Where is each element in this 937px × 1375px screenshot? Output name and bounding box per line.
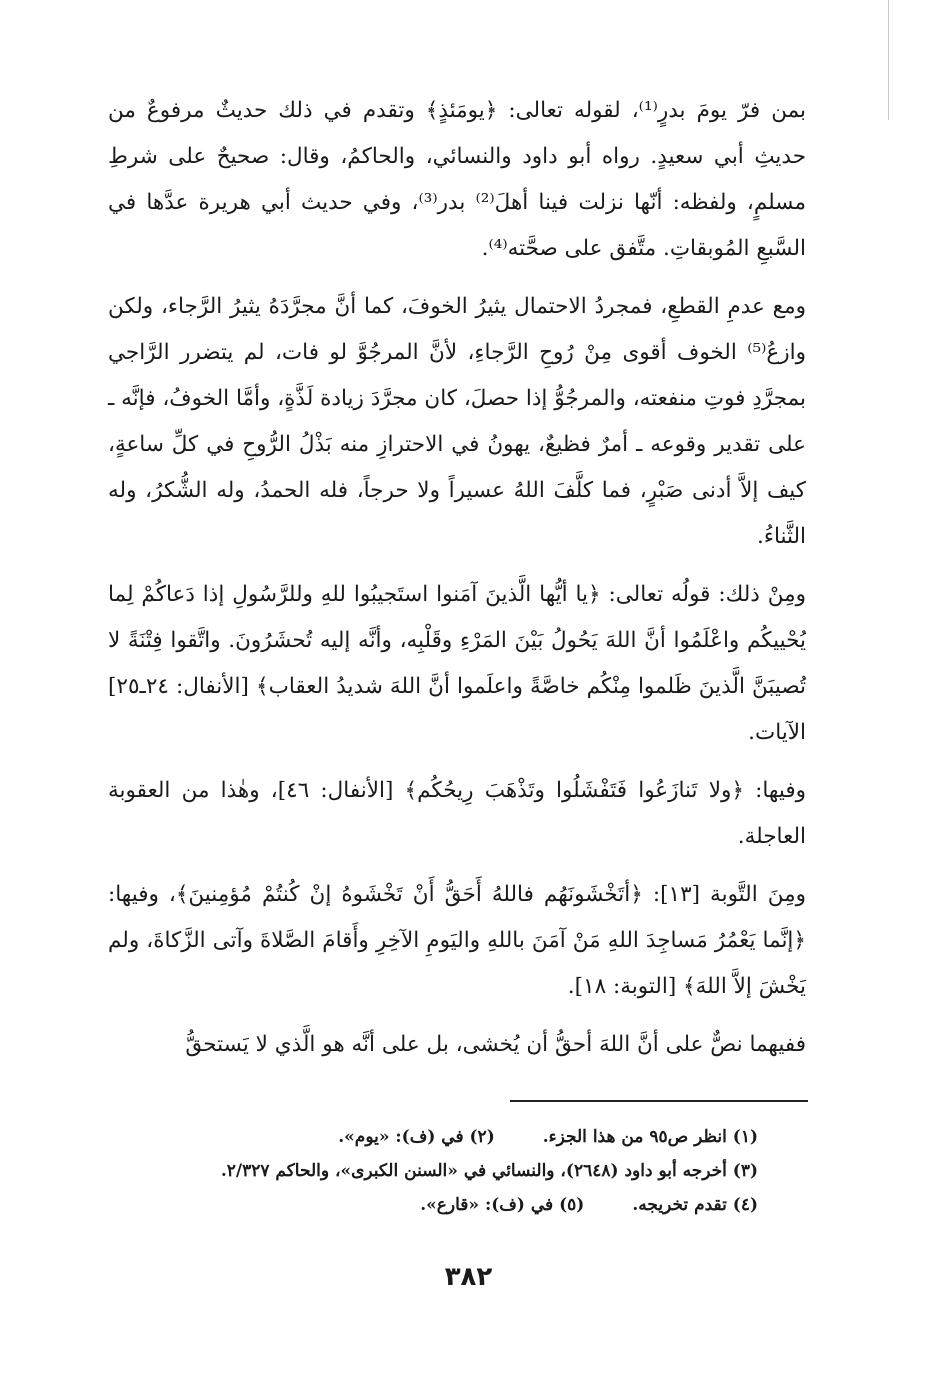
paragraph-2: ومع عدمِ القطعِ، فمجردُ الاحتمال يثيرُ الخوفَ، كما أنَّ مجرَّدَهُ يثيرُ الرَّجاء، ولكن وازعُ⁽⁵⁾ الخوف أقوى مِنْ رُوحِ الرَّجاءِ، لأنَّ المرجُوَّ لو فات، لم يتضرر الرَّاجي بمجرَّدِ فوتِ منفعته، والمرجُوُّ إذا حصلَ، كان مجرَّدَ زيادة لَذَّةٍ، وأمَّا الخوفُ، فإنَّه ـ على تقدير وقوعه ـ أمرٌ فظيعٌ، يهونُ في الاحترازِ منه بَذْلُ الرُّوحِ في كلِّ ساعةٍ، كيف إلاَّ أدنى صَبْرٍ، فما كلَّفَ اللهُ عسيراً ولا حرجاً، فله الحمدُ، وله الشُّكرُ، وله الثَّناءُ. [108,294,806,549]
footnote-row [130,1120,758,1154]
footnote-3: (٣) أخرجه أبو داود (٢٦٤٨)، والنسائي في «السنن الكبرى»، والحاكم ٢/٣٢٧. [220,1161,758,1181]
paragraph-1: بمن فرّ يومَ بدرٍ⁽¹⁾، لقوله تعالى: ﴿يومَئذٍ﴾ وتقدم في ذلك حديثٌ مرفوعٌ من حديثِ أبي سعيدٍ. رواه أبو داود والنسائي، والحاكمُ، وقال: صحيحٌ على شرطِ مسلمٍ، ولفظه: أنّها نزلت فينا أهلَ⁽²⁾ بدر⁽³⁾، وفي حديث أبي هريرة عدَّها في السَّبعِ المُوبقاتِ. متَّفق على صحَّته⁽⁴⁾. [108,98,806,261]
paragraph-3: ومِنْ ذلك: قولُه تعالى: ﴿يا أيُّها الَّذينَ آمَنوا استَجيبُوا للهِ وللرَّسُولِ إذا دَعاكُمْ لِما يُحْييكُم واعْلَمُوا أنَّ اللهَ يَحُولُ بَيْنَ المَرْءِ وقَلْبِه، وأنَّه إليه تُحشَرُونَ. واتَّقوا فِتْنَةً لا تُصيبَنَّ الَّذينَ ظَلموا مِنْكُم خاصَّةً واعلَموا أنَّ اللهَ شديدُ العقاب﴾ [الأنفال: ٢٤ـ٢٥] الآيات. [108,582,806,745]
footnote-row [130,1188,758,1222]
main-text [108,88,806,1068]
footnote-row [130,1154,758,1188]
paragraph-5: ومِنَ التَّوبة [١٣]: ﴿أتَخْشَونَهُم فاللهُ أَحَقُّ أَنْ تَخْشَوهُ إنْ كُنتُمْ مُؤمِنينَ﴾، وفيها: ﴿إنَّما يَعْمُرُ مَساجِدَ اللهِ مَنْ آمَنَ باللهِ واليَومِ الآخِرِ وأَقامَ الصَّلاةَ وآتى الزَّكاةَ، ولم يَخْشَ إلاَّ اللهَ﴾ [التوبة: ١٨]. [108,882,806,999]
page-number: ٣٨٢ [444,1262,493,1292]
footnote-2: (٢) في (ف): «يوم». [338,1127,495,1147]
footnotes [130,1120,758,1222]
footnote-5: (٥) في (ف): «قارع». [420,1195,585,1215]
scan-edge-line [888,0,889,120]
footnote-1: (١) انظر ص٩٥ من هذا الجزء. [542,1127,758,1147]
paragraph-4: وفيها: ﴿ولا تَنازَعُوا فَتَفْشَلُوا وتَذْهَبَ رِيحُكُم﴾ [الأنفال: ٤٦]، وهٰذا من العقوبة العاجلة. [108,778,806,849]
footnote-4: (٤) تقدم تخريجه. [632,1195,758,1215]
footnote-separator [510,1100,808,1102]
paragraph-6: ففيهما نصٌّ على أنَّ اللهَ أحقُّ أن يُخشى، بل على أنَّه هو الَّذي لا يَستحقُّ [185,1032,806,1057]
